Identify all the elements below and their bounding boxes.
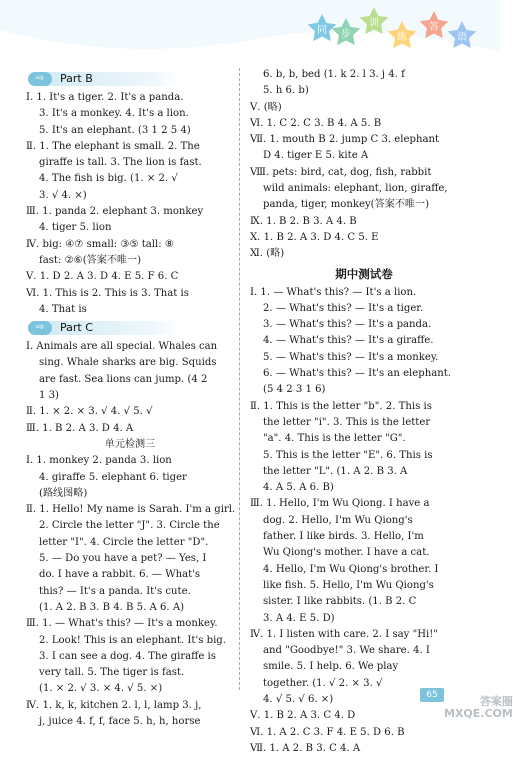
answer-line: 4. tiger 5. lion: [39, 222, 112, 234]
header-char: 练: [397, 32, 407, 43]
answer-line: this? — It's a panda. It's cute.: [39, 585, 191, 597]
answer-line: Ⅴ. (略): [250, 101, 282, 113]
answer-line: 4. — What's this? — It's a giraffe.: [263, 335, 434, 347]
answer-line: Ⅵ. 1. C 2. C 3. B 4. A 5. B: [250, 117, 382, 129]
answer-line: Ⅳ. 1. k, k, kitchen 2. l, l, lamp 3. j,: [26, 699, 202, 711]
answer-line: are fast. Sea lions can jump. (4 2: [39, 373, 208, 385]
answer-line: Ⅱ. 1. × 2. × 3. √ 4. √ 5. √: [26, 406, 153, 418]
answer-line: 4. The fish is big. (1. × 2. √: [39, 173, 178, 185]
arrow-icon: ⇨: [28, 321, 52, 335]
answer-line: 6. — What's this? — It's an elephant.: [263, 368, 451, 380]
answer-line: Ⅵ. 1. A 2. C 3. F 4. E 5. D 6. B: [250, 726, 405, 738]
answer-line: (5 4 2 3 1 6): [263, 384, 326, 396]
header-char: 步: [341, 29, 351, 40]
right-column: [250, 67, 478, 757]
answer-line: Ⅴ. 1. B 2. A 3. C 4. D: [250, 710, 356, 722]
answer-line: fast: ②⑥(答案不唯一): [39, 254, 142, 266]
answer-line: Ⅸ. 1. B 2. B 3. A 4. B: [250, 215, 357, 227]
header-char: 答: [429, 22, 439, 33]
header-decoration: [0, 0, 500, 68]
column-divider: [239, 68, 240, 690]
answer-line: 4. giraffe 5. elephant 6. tiger: [39, 471, 187, 483]
answer-line: 6. b, b, bed (1. k 2. l 3. j 4. f: [263, 69, 405, 80]
arrow-icon: ⇨: [28, 72, 52, 86]
answer-line: Ⅲ. 1. — What's this? — It's a monkey.: [26, 618, 218, 630]
answer-line: Ⅲ. 1. B 2. A 3. D 4. A: [26, 422, 134, 434]
answer-line: Ⅳ. 1. I listen with care. 2. I say "Hi!": [250, 628, 438, 640]
midterm-answers: [250, 285, 478, 757]
answer-line: 5. This is the letter "E". 6. This is: [263, 449, 433, 461]
answer-line: Ⅹ. 1. B 2. A 3. D 4. C 5. E: [250, 231, 379, 243]
answer-line: 5. — What's this? — It's a monkey.: [263, 351, 439, 363]
unit-test-answers: [26, 453, 234, 730]
answer-line: father. I like birds. 3. Hello, I'm: [263, 531, 424, 543]
answer-line: Ⅶ. 1. A 2. B 3. C 4. A: [250, 742, 361, 754]
midterm-title: 期中测试卷: [335, 266, 393, 281]
answer-line: 2. Look! This is an elephant. It's big.: [39, 634, 226, 646]
answer-line: 4. That is: [39, 303, 87, 315]
answer-line: Ⅵ. 1. This is 2. This is 3. That is: [26, 287, 189, 299]
answer-line: Ⅰ. 1. — What's this? — It's a lion.: [250, 286, 417, 298]
answer-line: Ⅰ. Animals are all special. Whales can: [26, 341, 218, 353]
answer-line: giraffe is tall. 3. The lion is fast.: [39, 157, 202, 169]
answer-line: Ⅲ. 1. Hello, I'm Wu Qiong. I have a: [250, 498, 430, 510]
answer-line: letter "I". 4. Circle the letter "D".: [39, 536, 209, 548]
answer-line: like fish. 5. Hello, I'm Wu Qiong's: [263, 579, 434, 591]
answer-line: sister. I like rabbits. (1. B 2. C: [263, 596, 417, 608]
header-char: 训: [369, 18, 379, 29]
answer-line: Ⅲ. 1. panda 2. elephant 3. monkey: [26, 206, 204, 218]
answer-line: 3. It's a monkey. 4. It's a lion.: [39, 108, 189, 120]
left-column: [26, 69, 234, 730]
answer-line: 2. Circle the letter "J". 3. Circle the: [39, 520, 220, 532]
answer-line: 3. — What's this? — It's a panda.: [263, 319, 432, 331]
part-c-answers: [26, 339, 234, 437]
answer-line: j, juice 4. f, f, face 5. h, h, horse: [39, 715, 201, 727]
answer-line: 1 3): [39, 390, 59, 402]
answer-line: panda, tiger, monkey(答案不唯一): [263, 199, 430, 211]
answer-line: smile. 5. I help. 6. We play: [263, 661, 399, 673]
answer-line: dog. 2. Hello, I'm Wu Qiong's: [263, 514, 413, 526]
answer-line: 4. Hello, I'm Wu Qiong's brother. I: [263, 563, 439, 575]
answer-line: 5. h 6. b): [263, 85, 309, 97]
answer-line: (路线图略): [39, 487, 88, 499]
answer-line: 5. — Do you have a pet? — Yes, I: [39, 553, 207, 565]
answer-line: the letter "i". 3. This is the letter: [263, 416, 431, 428]
answer-line: Ⅱ. 1. This is the letter "b". 2. This is: [250, 400, 432, 412]
answer-line: (1. × 2. √ 3. × 4. √ 5. ×): [39, 683, 163, 695]
part-b-heading: ⇨ Part B: [26, 71, 234, 87]
header-char: 同: [317, 25, 327, 36]
answer-line: 2. — What's this? — It's a tiger.: [263, 302, 424, 314]
unit-test-answers-continued: [250, 67, 478, 263]
answer-line: (1. A 2. B 3. B 4. B 5. A 6. A): [39, 601, 185, 613]
answer-line: 4. A 5. A 6. B): [263, 482, 334, 494]
answer-line: Ⅱ. 1. The elephant is small. 2. The: [26, 140, 200, 152]
answer-line: 3. √ 4. ×): [39, 189, 87, 201]
answer-line: 3. I can see a dog. 4. The giraffe is: [39, 650, 216, 662]
answer-line: D 4. tiger E 5. kite A: [263, 150, 369, 162]
answer-line: "a". 4. This is the letter "G".: [263, 433, 406, 445]
answer-line: Ⅰ. 1. It's a tiger. 2. It's a panda.: [26, 92, 184, 103]
header-banner: [0, 0, 500, 68]
answer-line: very tall. 5. The tiger is fast.: [39, 667, 185, 679]
answer-line: Ⅰ. 1. monkey 2. panda 3. lion: [26, 455, 172, 467]
page-number: 65: [420, 688, 444, 702]
answer-line: Ⅳ. big: ④⑦ small: ③⑤ tall: ⑧: [26, 238, 174, 250]
part-c-heading: ⇨ Part C: [26, 320, 234, 336]
watermark-logo: 答案圈 MXQE.COM: [444, 695, 513, 720]
answer-line: 3. A 4. E 5. D): [263, 612, 335, 624]
answer-line: the letter "L". (1. A 2. B 3. A: [263, 465, 408, 477]
answer-line: and "Goodbye!" 3. We share. 4. I: [263, 645, 430, 657]
answer-line: Ⅱ. 1. Hello! My name is Sarah. I'm a girl.: [26, 504, 236, 516]
header-char: 语: [457, 32, 467, 43]
answer-line: do. I have a rabbit. 6. — What's: [39, 569, 201, 581]
answer-line: wild animals: elephant, lion, giraffe,: [263, 183, 448, 195]
answer-line: Ⅴ. 1. D 2. A 3. D 4. E 5. F 6. C: [26, 271, 179, 283]
unit-test-title: 单元检测三: [104, 438, 156, 450]
answer-line: Ⅺ. (略): [250, 248, 285, 260]
answer-line: 4. √ 5. √ 6. ×): [263, 693, 334, 705]
answer-line: 5. It's an elephant. (3 1 2 5 4): [39, 124, 191, 136]
answer-line: Ⅷ. pets: bird, cat, dog, fish, rabbit: [250, 166, 432, 178]
part-b-answers: [26, 90, 234, 318]
answer-line: together. (1. √ 2. × 3. √: [263, 677, 383, 689]
answer-line: sing. Whale sharks are big. Squids: [39, 357, 217, 369]
answer-line: Wu Qiong's mother. I have a cat.: [263, 547, 430, 559]
answer-line: Ⅶ. 1. mouth B 2. jump C 3. elephant: [250, 134, 440, 146]
